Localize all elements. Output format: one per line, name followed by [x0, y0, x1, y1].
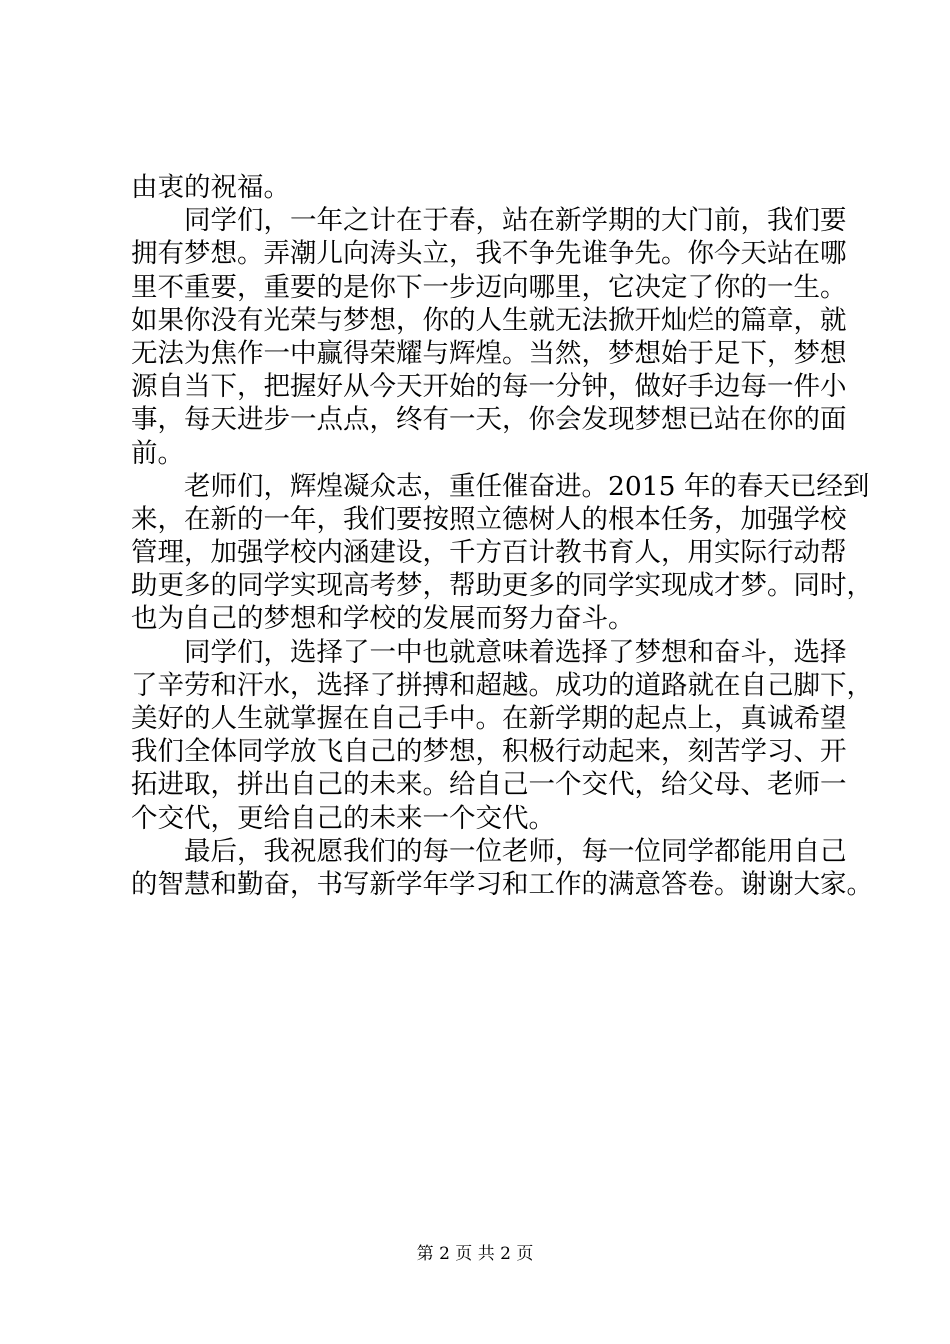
text-line: 前。: [131, 437, 184, 469]
text-line: 美好的人生就掌握在自己手中。在新学期的起点上，真诚希望: [131, 703, 847, 734]
text-line: 如果你没有光荣与梦想，你的人生就无法掀开灿烂的篇章，就: [131, 304, 847, 336]
text-line: 老师们，辉煌凝众志，重任催奋进。2015 年的春天已经到: [184, 470, 870, 502]
text-line: 也为自己的梦想和学校的发展而努力奋斗。: [131, 603, 635, 635]
text-line: 了辛劳和汗水，选择了拼搏和超越。成功的道路就在自己脚下，: [131, 669, 873, 701]
text-line: 的智慧和勤奋，书写新学年学习和工作的满意答卷。谢谢大家。: [131, 868, 873, 900]
text-line: 无法为焦作一中赢得荣耀与辉煌。当然，梦想始于足下，梦想: [131, 337, 847, 369]
text-line: 助更多的同学实现高考梦，帮助更多的同学实现成才梦。同时，: [131, 570, 873, 602]
text-line: 同学们，选择了一中也就意味着选择了梦想和奋斗，选择: [184, 636, 847, 668]
text-line: 拓进取，拼出自己的未来。给自己一个交代，给父母、老师一: [131, 769, 847, 801]
text-line: 管理，加强学校内涵建设，千方百计教书育人，用实际行动帮: [131, 537, 847, 569]
text-line: 个交代，更给自己的未来一个交代。: [131, 802, 555, 834]
text-line: 事，每天进步一点点，终有一天，你会发现梦想已站在你的面: [131, 404, 847, 436]
text-line: 由衷的祝福。: [131, 172, 290, 203]
text-line: 来，在新的一年，我们要按照立德树人的根本任务，加强学校: [131, 503, 847, 535]
text-line: 里不重要，重要的是你下一步迈向哪里，它决定了你的一生。: [131, 271, 847, 303]
text-line: 拥有梦想。弄潮儿向涛头立，我不争先谁争先。你今天站在哪: [131, 238, 847, 270]
page-footer: 第 2 页 共 2 页: [416, 1244, 534, 1264]
text-line: 我们全体同学放飞自己的梦想，积极行动起来，刻苦学习、开: [131, 736, 847, 768]
document-body: [131, 171, 873, 901]
text-line: 同学们，一年之计在于春，站在新学期的大门前，我们要: [184, 205, 847, 237]
text-line: 最后，我祝愿我们的每一位老师，每一位同学都能用自己: [184, 835, 847, 867]
text-line: 源自当下，把握好从今天开始的每一分钟，做好手边每一件小: [131, 371, 847, 403]
